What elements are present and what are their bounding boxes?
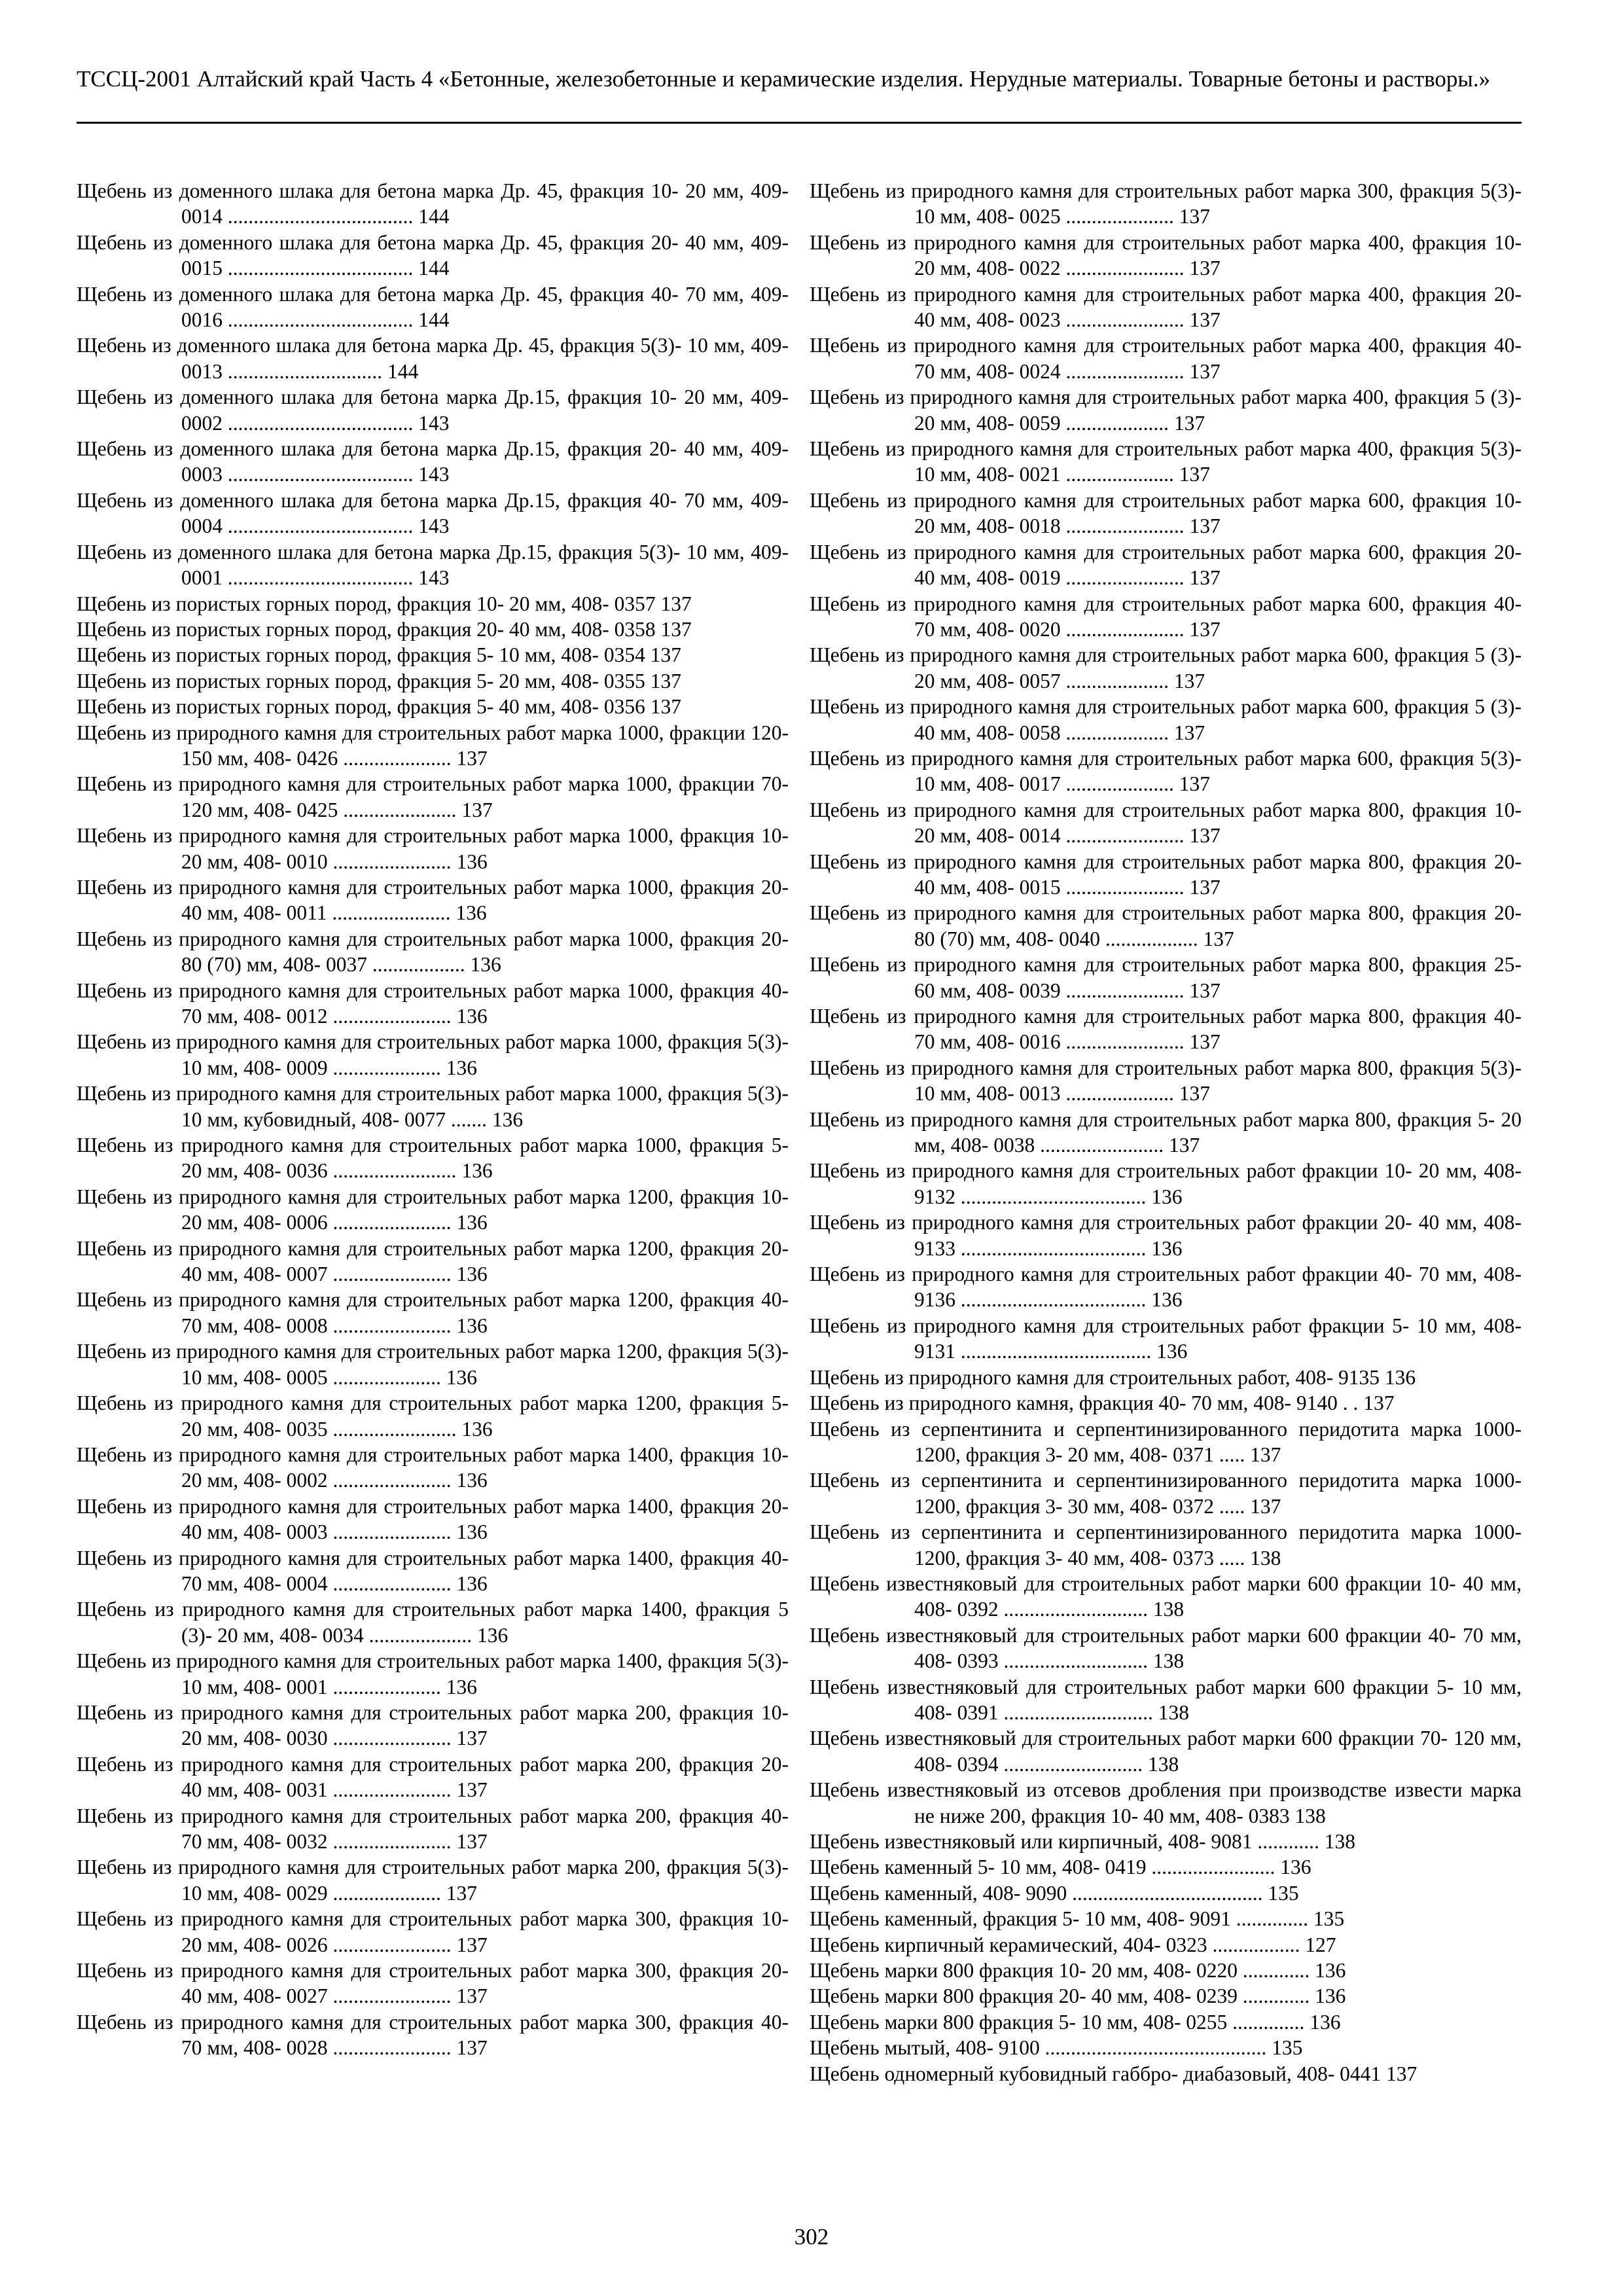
index-entry: Щебень из доменного шлака для бетона марка Др.15, фракция 10- 20 мм, 409- 0002 .................................... 143 bbox=[77, 386, 789, 435]
index-entry: Щебень из природного камня для строительных работ марка 1000, фракция 40- 70 мм, 408- 0012 ....................... 136 bbox=[77, 978, 789, 1028]
index-entry: Щебень из пористых горных пород, фракция 10- 20 мм, 408- 0357 137 bbox=[77, 592, 692, 615]
index-entry: Щебень марки 800 фракция 20- 40 мм, 408- 0239 ............. 136 bbox=[810, 1984, 1346, 2008]
index-entry: Щебень известняковый или кирпичный, 408- 9081 ............ 138 bbox=[810, 1830, 1356, 1853]
index-entry: Щебень из природного камня для строительных работ марка 300, фракция 20- 40 мм, 408- 0027 ....................... 137 bbox=[77, 1959, 789, 2008]
index-entry: Щебень из пористых горных пород, фракция 20- 40 мм, 408- 0358 137 bbox=[77, 617, 692, 641]
index-entry: Щебень известняковый для строительных работ марки 600 фракции 5- 10 мм, 408- 0391 ............................. 138 bbox=[810, 1675, 1522, 1724]
index-entry: Щебень из природного камня для строительных работ марка 800, фракция 40- 70 мм, 408- 0016 ....................... 137 bbox=[810, 1005, 1522, 1054]
index-entry: Щебень кирпичный керамический, 404- 0323 ................. 127 bbox=[810, 1933, 1336, 1956]
index-entry: Щебень из доменного шлака для бетона марка Др.15, фракция 20- 40 мм, 409- 0003 .................................... 143 bbox=[77, 437, 789, 486]
index-entry: Щебень из доменного шлака для бетона марка Др. 45, фракция 5(3)- 10 мм, 409- 0013 .............................. 144 bbox=[77, 334, 789, 383]
index-entry: Щебень из природного камня для строительных работ марка 1000, фракция 5(3)- 10 мм, 408- 0009 ..................... 136 bbox=[77, 1030, 789, 1079]
index-entry: Щебень из природного камня для строительных работ марка 1400, фракция 5 (3)- 20 мм, 408- 0034 .................... 136 bbox=[77, 1598, 789, 1647]
index-entry: Щебень из природного камня для строительных работ марка 800, фракция 5- 20 мм, 408- 0038 ........................ 137 bbox=[810, 1107, 1522, 1157]
index-entry: Щебень из природного камня для строительных работ марка 600, фракция 5(3)- 10 мм, 408- 0017 ..................... 137 bbox=[810, 746, 1522, 796]
index-entry: Щебень известняковый для строительных работ марки 600 фракции 70- 120 мм, 408- 0394 ........................... 138 bbox=[810, 1727, 1522, 1776]
index-entry: Щебень из пористых горных пород, фракция 5- 10 мм, 408- 0354 137 bbox=[77, 643, 682, 667]
index-entry: Щебень из природного камня для строительных работ марка 1400, фракция 40- 70 мм, 408- 0004 ....................... 136 bbox=[77, 1546, 789, 1595]
index-entry: Щебень марки 800 фракция 10- 20 мм, 408- 0220 ............. 136 bbox=[810, 1959, 1346, 1982]
index-entry: Щебень из пористых горных пород, фракция 5- 40 мм, 408- 0356 137 bbox=[77, 695, 682, 719]
index-entry: Щебень из природного камня для строительных работ марка 800, фракция 5(3)- 10 мм, 408- 0013 ..................... 137 bbox=[810, 1056, 1522, 1105]
index-entry: Щебень из природного камня для строительных работ марка 800, фракция 20- 80 (70) мм, 408- 0040 .................. 137 bbox=[810, 901, 1522, 950]
index-entry: Щебень известняковый для строительных работ марки 600 фракции 10- 40 мм, 408- 0392 ............................ 138 bbox=[810, 1571, 1522, 1621]
index-entry: Щебень из природного камня для строительных работ марка 300, фракция 5(3)- 10 мм, 408- 0025 ..................... 137 bbox=[810, 179, 1522, 228]
index-entry: Щебень из природного камня для строительных работ марка 1000, фракция 5- 20 мм, 408- 0036 ........................ 136 bbox=[77, 1134, 789, 1183]
index-entry: Щебень из доменного шлака для бетона марка Др.15, фракция 5(3)- 10 мм, 409- 0001 .................................... 143 bbox=[77, 540, 789, 590]
index-entry: Щебень из природного камня для строительных работ марка 1400, фракция 10- 20 мм, 408- 0002 ....................... 136 bbox=[77, 1443, 789, 1492]
index-entry: Щебень из пористых горных пород, фракция 5- 20 мм, 408- 0355 137 bbox=[77, 669, 682, 692]
index-entry: Щебень известняковый из отсевов дробления при производстве извести марка не ниже 200, фракция 10- 40 мм, 408- 0383 138 bbox=[810, 1778, 1522, 1827]
index-entry: Щебень из природного камня для строительных работ марка 800, фракция 10- 20 мм, 408- 0014 ....................... 137 bbox=[810, 798, 1522, 848]
index-entry: Щебень из природного камня для строительных работ марка 200, фракция 5(3)- 10 мм, 408- 0029 ..................... 137 bbox=[77, 1856, 789, 1905]
index-entry: Щебень из природного камня для строительных работ марка 1000, фракции 70- 120 мм, 408- 0425 ...................... 137 bbox=[77, 772, 789, 821]
index-entry: Щебень из природного камня, фракция 40- 70 мм, 408- 9140 . . 137 bbox=[810, 1391, 1395, 1415]
index-entry: Щебень из природного камня для строительных работ марка 300, фракция 40- 70 мм, 408- 0028 ....................... 137 bbox=[77, 2010, 789, 2060]
index-entry: Щебень мытый, 408- 9100 ........................................... 135 bbox=[810, 2036, 1303, 2060]
index-entry: Щебень из серпентинита и серпентинизированного перидотита марка 1000- 1200, фракция 3- 30 мм, 408- 0372 ..... 137 bbox=[810, 1469, 1522, 1518]
page-number: 302 bbox=[794, 2224, 829, 2250]
index-entry: Щебень из природного камня для строительных работ марка 1000, фракция 20- 80 (70) мм, 408- 0037 .................. 136 bbox=[77, 927, 789, 977]
index-entry: Щебень из природного камня для строительных работ марка 1200, фракция 20- 40 мм, 408- 0007 ....................... 136 bbox=[77, 1236, 789, 1286]
index-entry: Щебень из серпентинита и серпентинизированного перидотита марка 1000- 1200, фракция 3- 40 мм, 408- 0373 ..... 138 bbox=[810, 1520, 1522, 1570]
index-entry: Щебень каменный, фракция 5- 10 мм, 408- 9091 .............. 135 bbox=[810, 1907, 1345, 1931]
index-entry: Щебень из природного камня для строительных работ фракции 5- 10 мм, 408- 9131 ..................................... 136 bbox=[810, 1314, 1522, 1363]
index-entry: Щебень из доменного шлака для бетона марка Др.15, фракция 40- 70 мм, 409- 0004 .................................... 143 bbox=[77, 488, 789, 538]
index-entry: Щебень известняковый для строительных работ марки 600 фракции 40- 70 мм, 408- 0393 ............................ 138 bbox=[810, 1623, 1522, 1673]
index-entry: Щебень из природного камня для строительных работ марка 600, фракция 5 (3)- 20 мм, 408- 0057 .................... 137 bbox=[810, 643, 1522, 692]
index-entry: Щебень из природного камня для строительных работ марка 600, фракция 5 (3)- 40 мм, 408- 0058 .................... 137 bbox=[810, 695, 1522, 744]
index-entry: Щебень из природного камня для строительных работ марка 400, фракция 10- 20 мм, 408- 0022 ....................... 137 bbox=[810, 230, 1522, 280]
index-entry: Щебень из природного камня для строительных работ марка 1200, фракция 10- 20 мм, 408- 0006 ....................... 136 bbox=[77, 1185, 789, 1234]
index-entry: Щебень из природного камня для строительных работ марка 600, фракция 10- 20 мм, 408- 0018 ....................... 137 bbox=[810, 488, 1522, 538]
index-entry: Щебень из природного камня для строительных работ марка 1200, фракция 40- 70 мм, 408- 0008 ....................... 136 bbox=[77, 1288, 789, 1337]
index-entry: Щебень из природного камня для строительных работ марка 800, фракция 20- 40 мм, 408- 0015 ....................... 137 bbox=[810, 850, 1522, 899]
index-entry: Щебень из доменного шлака для бетона марка Др. 45, фракция 40- 70 мм, 409- 0016 .................................... 144 bbox=[77, 282, 789, 332]
index-entry: Щебень марки 800 фракция 5- 10 мм, 408- 0255 .............. 136 bbox=[810, 2010, 1341, 2034]
index-column-right bbox=[810, 178, 1522, 2087]
index-entry: Щебень из природного камня для строительных работ марка 600, фракция 40- 70 мм, 408- 0020 ....................... 137 bbox=[810, 592, 1522, 641]
index-entry: Щебень из природного камня для строительных работ марка 300, фракция 10- 20 мм, 408- 0026 ....................... 137 bbox=[77, 1907, 789, 1956]
index-entry: Щебень из природного камня для строительных работ фракции 10- 20 мм, 408- 9132 .................................... 136 bbox=[810, 1159, 1522, 1208]
index-entry: Щебень из доменного шлака для бетона марка Др. 45, фракция 20- 40 мм, 409- 0015 .................................... 144 bbox=[77, 230, 789, 280]
index-entry: Щебень из природного камня для строительных работ марка 800, фракция 25- 60 мм, 408- 0039 ....................... 137 bbox=[810, 953, 1522, 1002]
index-entry: Щебень из природного камня для строительных работ фракции 20- 40 мм, 408- 9133 .................................... 136 bbox=[810, 1211, 1522, 1260]
index-entry: Щебень из природного камня для строительных работ марка 1400, фракция 20- 40 мм, 408- 0003 ....................... 136 bbox=[77, 1494, 789, 1544]
index-entry: Щебень из природного камня для строительных работ, 408- 9135 136 bbox=[810, 1365, 1416, 1389]
index-entry: Щебень из природного камня для строительных работ марка 200, фракция 40- 70 мм, 408- 0032 ....................... 137 bbox=[77, 1804, 789, 1853]
index-entry: Щебень из природного камня для строительных работ марка 1000, фракция 5(3)- 10 мм, кубовидный, 408- 0077 ....... 136 bbox=[77, 1082, 789, 1131]
index-entry: Щебень из природного камня для строительных работ марка 1200, фракция 5- 20 мм, 408- 0035 ........................ 136 bbox=[77, 1391, 789, 1441]
index-entry: Щебень одномерный кубовидный габбро- диабазовый, 408- 0441 137 bbox=[810, 2062, 1418, 2085]
index-entry: Щебень из природного камня для строительных работ марка 1400, фракция 5(3)- 10 мм, 408- 0001 ..................... 136 bbox=[77, 1649, 789, 1698]
page-header: ТССЦ-2001 Алтайский край Часть 4 «Бетонные, железобетонные и керамические изделия. Нерудные материалы. Товарные бетоны и растворы.» bbox=[77, 66, 1491, 92]
header-rule bbox=[77, 122, 1522, 124]
index-entry: Щебень из природного камня для строительных работ марка 400, фракция 40- 70 мм, 408- 0024 ....................... 137 bbox=[810, 334, 1522, 383]
index-entry: Щебень из природного камня для строительных работ фракции 40- 70 мм, 408- 9136 .................................... 136 bbox=[810, 1263, 1522, 1312]
index-entry: Щебень из природного камня для строительных работ марка 600, фракция 20- 40 мм, 408- 0019 ....................... 137 bbox=[810, 540, 1522, 590]
index-entry: Щебень из природного камня для строительных работ марка 200, фракция 10- 20 мм, 408- 0030 ....................... 137 bbox=[77, 1700, 789, 1750]
index-entry: Щебень каменный 5- 10 мм, 408- 0419 ........................ 136 bbox=[810, 1856, 1311, 1879]
index-entry: Щебень из природного камня для строительных работ марка 1200, фракция 5(3)- 10 мм, 408- 0005 ..................... 136 bbox=[77, 1340, 789, 1389]
index-entry: Щебень из природного камня для строительных работ марка 400, фракция 20- 40 мм, 408- 0023 ....................... 137 bbox=[810, 282, 1522, 332]
index-entry: Щебень каменный, 408- 9090 ..................................... 135 bbox=[810, 1881, 1299, 1905]
index-entry: Щебень из природного камня для строительных работ марка 400, фракция 5 (3)- 20 мм, 408- 0059 .................... 137 bbox=[810, 386, 1522, 435]
index-entry: Щебень из доменного шлака для бетона марка Др. 45, фракция 10- 20 мм, 409- 0014 .................................... 144 bbox=[77, 179, 789, 228]
index-entry: Щебень из природного камня для строительных работ марка 1000, фракция 10- 20 мм, 408- 0010 ....................... 136 bbox=[77, 824, 789, 873]
index-entry: Щебень из природного камня для строительных работ марка 1000, фракции 120- 150 мм, 408- 0426 ..................... 137 bbox=[77, 721, 789, 770]
index-entry: Щебень из серпентинита и серпентинизированного перидотита марка 1000- 1200, фракция 3- 20 мм, 408- 0371 ..... 137 bbox=[810, 1417, 1522, 1466]
index-entry: Щебень из природного камня для строительных работ марка 200, фракция 20- 40 мм, 408- 0031 ....................... 137 bbox=[77, 1752, 789, 1802]
index-entry: Щебень из природного камня для строительных работ марка 400, фракция 5(3)- 10 мм, 408- 0021 ..................... 137 bbox=[810, 437, 1522, 486]
index-entry: Щебень из природного камня для строительных работ марка 1000, фракция 20- 40 мм, 408- 0011 ....................... 136 bbox=[77, 875, 789, 925]
index-column-left bbox=[77, 178, 789, 2061]
